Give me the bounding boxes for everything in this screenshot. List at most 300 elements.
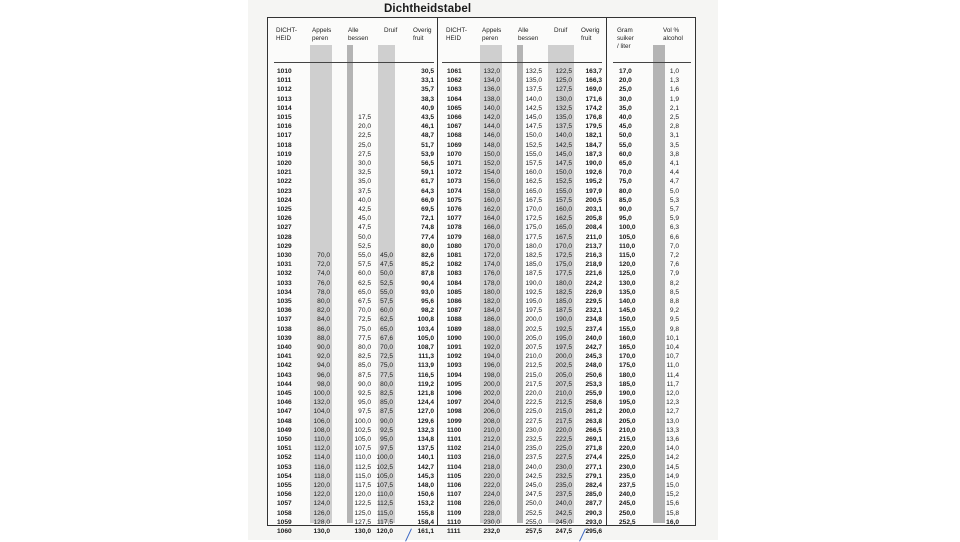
- table-row: [438, 297, 606, 306]
- table-cell: 1030: [277, 252, 292, 259]
- table-row: [438, 269, 606, 278]
- table-cell: 212,5: [525, 362, 542, 370]
- table-cell: 192,0: [483, 344, 500, 351]
- table-cell: 175,0: [555, 261, 572, 269]
- table-cell: 70,0: [358, 307, 371, 315]
- table-cell: 293,0: [585, 518, 602, 526]
- table-cell: 72,0: [317, 261, 330, 269]
- table-cell: 170,0: [483, 242, 500, 250]
- table-cell: 103,4: [417, 325, 434, 333]
- table-cell: 1011: [277, 77, 292, 85]
- table-cell: 153,2: [417, 500, 434, 508]
- table-cell: 1104: [447, 463, 462, 471]
- table-cell: 61,7: [421, 178, 434, 186]
- table-row: [607, 76, 695, 85]
- table-row: [438, 361, 606, 370]
- table-cell: 25,0: [358, 141, 371, 149]
- table-cell: 1029: [277, 242, 292, 250]
- table-cell: 269,1: [585, 436, 602, 443]
- sugar-alcohol-table: [606, 17, 696, 526]
- table-cell: 1058: [277, 509, 292, 517]
- table-cell: 1026: [277, 215, 292, 223]
- table-row: [438, 315, 606, 324]
- table-row: [268, 85, 437, 94]
- table-cell: 30,0: [619, 95, 632, 103]
- table-cell: 1100: [447, 426, 462, 434]
- table-cell: 75,0: [619, 178, 632, 186]
- table-cell: 235,0: [555, 482, 572, 489]
- table-row: [607, 168, 695, 177]
- table-cell: 172,0: [483, 252, 500, 259]
- table-cell: 162,0: [483, 206, 500, 213]
- table-cell: 1035: [277, 298, 292, 305]
- table-cell: 161,1: [417, 528, 434, 535]
- table-row: [268, 499, 437, 508]
- table-cell: 135,0: [619, 288, 636, 296]
- table-cell: 1096: [447, 390, 462, 397]
- table-row: [268, 131, 437, 140]
- table-row: [268, 380, 437, 389]
- table-cell: 72,5: [358, 316, 371, 324]
- table-cell: 74,8: [421, 224, 434, 232]
- table-row: [438, 334, 606, 343]
- table-cell: 1047: [277, 408, 292, 416]
- table-cell: 116,5: [417, 371, 434, 379]
- table-cell: 182,0: [483, 298, 500, 305]
- table-cell: 160,0: [619, 334, 636, 342]
- table-cell: 108,7: [417, 344, 434, 351]
- table-cell: 177,5: [555, 270, 572, 278]
- table-cell: 187,3: [585, 150, 602, 158]
- table-cell: 1110: [447, 518, 461, 526]
- table-row: [438, 279, 606, 288]
- table-cell: 213,7: [585, 242, 602, 250]
- table-cell: 40,0: [619, 114, 632, 121]
- table-cell: 112,5: [376, 500, 393, 508]
- table-cell: 171,6: [585, 95, 602, 103]
- table-cell: 55,0: [358, 252, 371, 259]
- table-cell: 1051: [277, 445, 292, 453]
- table-cell: 115,0: [354, 472, 371, 480]
- table-cell: 232,5: [525, 436, 542, 443]
- table-cell: 130,0: [555, 95, 572, 103]
- table-cell: 263,8: [585, 417, 602, 425]
- table-cell: 210,0: [619, 426, 636, 434]
- table-cell: 240,0: [525, 463, 542, 471]
- table-cell: 11,4: [666, 371, 679, 379]
- table-cell: 150,0: [555, 169, 572, 177]
- table-cell: 235,0: [525, 445, 542, 453]
- table-cell: 52,5: [358, 242, 371, 250]
- table-cell: 216,0: [483, 454, 500, 462]
- table-row: [438, 67, 606, 76]
- table-cell: 1094: [447, 371, 462, 379]
- table-cell: 88,0: [317, 334, 330, 342]
- table-cell: 135,0: [525, 77, 542, 85]
- table-cell: 1074: [447, 187, 462, 195]
- table-row: [268, 444, 437, 453]
- table-cell: 1103: [447, 454, 462, 462]
- table-cell: 7,2: [669, 252, 679, 259]
- table-cell: 137,5: [417, 445, 434, 453]
- table-cell: 152,5: [525, 141, 542, 149]
- table-cell: 1038: [277, 325, 292, 333]
- column-header: Druif: [554, 27, 568, 34]
- table-row: [607, 334, 695, 343]
- table-cell: 12,7: [666, 408, 679, 416]
- table-row: [268, 168, 437, 177]
- table-cell: 127,5: [354, 518, 371, 526]
- table-cell: 1019: [277, 150, 292, 158]
- table-cell: 134,0: [483, 77, 500, 85]
- table-cell: 87,8: [421, 270, 434, 278]
- table-cell: 287,7: [585, 500, 602, 508]
- table-cell: 1086: [447, 298, 462, 305]
- table-cell: 43,5: [421, 114, 434, 121]
- table-cell: 1073: [447, 178, 462, 186]
- table-cell: 155,8: [417, 509, 434, 517]
- table-row: [607, 444, 695, 453]
- table-cell: 215,0: [619, 436, 636, 443]
- table-cell: 1099: [447, 417, 462, 425]
- table-cell: 80,0: [421, 242, 434, 250]
- table-cell: 132,5: [525, 68, 542, 75]
- table-cell: 210,0: [483, 426, 500, 434]
- table-cell: 195,0: [619, 399, 636, 407]
- table-row: [268, 141, 437, 150]
- table-cell: 237,5: [619, 482, 636, 489]
- table-cell: 14,2: [666, 454, 679, 462]
- table-cell: 175,0: [525, 224, 542, 232]
- table-row: [268, 187, 437, 196]
- table-cell: 1042: [277, 362, 292, 370]
- table-row: [438, 159, 606, 168]
- table-cell: 142,5: [525, 104, 542, 112]
- table-cell: 176,8: [585, 114, 602, 121]
- table-cell: 13,3: [666, 426, 679, 434]
- table-cell: 10,7: [666, 353, 679, 361]
- table-cell: 1090: [447, 334, 462, 342]
- table-cell: 135,0: [555, 114, 572, 121]
- table-cell: 35,7: [421, 86, 434, 94]
- table-cell: 155,0: [619, 325, 636, 333]
- table-cell: 242,5: [555, 509, 572, 517]
- table-cell: 15,2: [666, 491, 679, 499]
- table-cell: 245,0: [525, 482, 542, 489]
- table-row: [268, 233, 437, 242]
- table-cell: 38,3: [421, 95, 434, 103]
- table-cell: 227,5: [525, 417, 542, 425]
- table-cell: 230,0: [619, 463, 636, 471]
- table-cell: 80,0: [358, 344, 371, 351]
- table-cell: 10,1: [666, 334, 679, 342]
- table-cell: 252,5: [619, 518, 636, 526]
- table-cell: 57,5: [358, 261, 371, 269]
- table-row: [438, 251, 606, 260]
- table-cell: 200,0: [525, 316, 542, 324]
- table-cell: 185,0: [619, 380, 636, 388]
- table-row: [607, 325, 695, 334]
- table-cell: 112,5: [354, 463, 371, 471]
- table-cell: 128,0: [313, 518, 330, 526]
- table-cell: 250,0: [525, 500, 542, 508]
- table-row: [268, 472, 437, 481]
- table-cell: 1048: [277, 417, 292, 425]
- table-cell: 32,5: [358, 169, 371, 177]
- table-cell: 45,0: [619, 123, 632, 131]
- table-cell: 142,7: [417, 463, 434, 471]
- table-row: [607, 131, 695, 140]
- table-cell: 250,6: [585, 371, 602, 379]
- table-cell: 164,0: [483, 215, 500, 223]
- table-cell: 11,7: [666, 380, 679, 388]
- table-cell: 6,6: [669, 233, 679, 241]
- table-cell: 1081: [447, 252, 462, 259]
- table-cell: 229,5: [585, 298, 602, 305]
- table-cell: 1101: [447, 436, 462, 443]
- table-cell: 142,0: [483, 114, 500, 121]
- table-cell: 208,0: [483, 417, 500, 425]
- table-cell: 146,0: [483, 132, 500, 140]
- table-cell: 155,0: [555, 187, 572, 195]
- table-cell: 69,5: [421, 206, 434, 213]
- table-cell: 35,0: [358, 178, 371, 186]
- table-cell: 154,0: [483, 169, 500, 177]
- table-cell: 152,0: [483, 160, 500, 167]
- table-cell: 90,0: [358, 380, 371, 388]
- table-cell: 168,0: [483, 233, 500, 241]
- table-cell: 59,1: [421, 169, 434, 177]
- table-cell: 97,5: [358, 408, 371, 416]
- table-row: [607, 141, 695, 150]
- table-cell: 1033: [277, 279, 292, 287]
- table-row: [268, 325, 437, 334]
- table-cell: 52,5: [380, 279, 393, 287]
- table-cell: 7,6: [669, 261, 679, 269]
- table-cell: 218,9: [585, 261, 602, 269]
- table-cell: 1071: [447, 160, 462, 167]
- column-header: Vol % alcohol: [663, 27, 683, 42]
- table-cell: 1085: [447, 288, 462, 296]
- table-row: [268, 481, 437, 490]
- table-cell: 1095: [447, 380, 462, 388]
- table-row: [607, 463, 695, 472]
- table-cell: 1108: [447, 500, 462, 508]
- table-cell: 162,5: [525, 178, 542, 186]
- column-header: Overig fruit: [581, 27, 600, 42]
- table-cell: 17,5: [358, 114, 371, 121]
- table-cell: 119,2: [417, 380, 434, 388]
- table-cell: 85,0: [380, 399, 393, 407]
- table-cell: 162,5: [555, 215, 572, 223]
- table-cell: 56,5: [421, 160, 434, 167]
- table-cell: 94,0: [317, 362, 330, 370]
- table-cell: 140,0: [483, 104, 500, 112]
- table-cell: 185,0: [555, 298, 572, 305]
- table-cell: 87,5: [358, 371, 371, 379]
- table-cell: 1087: [447, 307, 462, 315]
- table-cell: 13,6: [666, 436, 679, 443]
- table-cell: 136,0: [483, 86, 500, 94]
- table-cell: 117,5: [354, 482, 371, 489]
- table-row: [268, 334, 437, 343]
- table-row: [268, 417, 437, 426]
- table-cell: 147,5: [555, 160, 572, 167]
- table-cell: 202,5: [555, 362, 572, 370]
- table-cell: 1032: [277, 270, 292, 278]
- table-cell: 120,0: [376, 528, 393, 535]
- table-cell: 1078: [447, 224, 462, 232]
- table-cell: 158,4: [417, 518, 434, 526]
- table-cell: 74,0: [317, 270, 330, 278]
- table-cell: 202,0: [483, 390, 500, 397]
- table-row: [268, 177, 437, 186]
- table-row: [438, 177, 606, 186]
- table-cell: 222,5: [555, 436, 572, 443]
- table-row: [438, 85, 606, 94]
- table-row: [607, 159, 695, 168]
- table-row: [438, 113, 606, 122]
- table-cell: 208,4: [585, 224, 602, 232]
- table-row: [607, 223, 695, 232]
- table-row: [607, 472, 695, 481]
- table-cell: 255,9: [585, 390, 602, 397]
- table-cell: 230,0: [555, 463, 572, 471]
- table-cell: 15,0: [666, 482, 679, 489]
- table-cell: 1031: [277, 261, 292, 269]
- table-row: [607, 435, 695, 444]
- table-cell: 1054: [277, 472, 292, 480]
- table-cell: 1093: [447, 362, 462, 370]
- table-cell: 1059: [277, 518, 292, 526]
- table-cell: 102,5: [354, 426, 371, 434]
- table-row: [438, 187, 606, 196]
- table-row: [438, 242, 606, 251]
- table-cell: 190,0: [555, 316, 572, 324]
- table-cell: 230,0: [525, 426, 542, 434]
- table-row: [268, 95, 437, 104]
- table-cell: 177,5: [525, 233, 542, 241]
- table-row: [607, 490, 695, 499]
- table-cell: 222,5: [525, 399, 542, 407]
- table-cell: 14,0: [666, 445, 679, 453]
- table-cell: 1010: [277, 68, 292, 75]
- table-cell: 196,0: [483, 362, 500, 370]
- table-cell: 4,7: [669, 178, 679, 186]
- header-divider: [274, 62, 434, 63]
- table-cell: 214,0: [483, 445, 500, 453]
- table-row: [438, 380, 606, 389]
- table-cell: 242,5: [525, 472, 542, 480]
- table-cell: 1067: [447, 123, 462, 131]
- table-cell: 169,0: [585, 86, 602, 94]
- table-cell: 211,0: [585, 233, 602, 241]
- table-cell: 144,0: [483, 123, 500, 131]
- table-row: [438, 371, 606, 380]
- table-cell: 117,5: [376, 518, 393, 526]
- table-cell: 47,5: [380, 261, 393, 269]
- table-cell: 82,6: [421, 252, 434, 259]
- table-cell: 200,0: [619, 408, 636, 416]
- table-cell: 232,1: [585, 307, 602, 315]
- table-cell: 232,5: [555, 472, 572, 480]
- table-cell: 2,1: [669, 104, 679, 112]
- table-cell: 188,0: [483, 325, 500, 333]
- table-cell: 1,3: [669, 77, 679, 85]
- table-cell: 86,0: [317, 325, 330, 333]
- table-row: [268, 306, 437, 315]
- table-cell: 114,0: [313, 454, 330, 462]
- table-row: [268, 518, 437, 527]
- table-cell: 20,0: [358, 123, 371, 131]
- table-cell: 157,5: [525, 160, 542, 167]
- table-cell: 248,0: [585, 362, 602, 370]
- table-cell: 16,0: [666, 518, 679, 526]
- table-row: [607, 343, 695, 352]
- table-cell: 167,5: [525, 196, 542, 204]
- table-cell: 84,0: [317, 316, 330, 324]
- table-cell: 120,0: [354, 491, 371, 499]
- table-cell: 1,6: [669, 86, 679, 94]
- table-cell: 252,5: [525, 509, 542, 517]
- table-cell: 1053: [277, 463, 292, 471]
- table-cell: 242,7: [585, 344, 602, 351]
- table-cell: 182,5: [525, 252, 542, 259]
- table-cell: 285,0: [585, 491, 602, 499]
- table-row: [607, 288, 695, 297]
- table-cell: 207,5: [555, 380, 572, 388]
- table-cell: 140,1: [417, 454, 434, 462]
- column-header: Appels peren: [312, 27, 332, 42]
- table-cell: 1098: [447, 408, 462, 416]
- table-cell: 1061: [447, 68, 462, 75]
- table-cell: 1097: [447, 399, 462, 407]
- table-cell: 120,0: [313, 482, 330, 489]
- table-cell: 100,0: [354, 417, 371, 425]
- table-cell: 90,0: [317, 344, 330, 351]
- table-row: [268, 196, 437, 205]
- table-cell: 95,0: [380, 436, 393, 443]
- table-row: [268, 150, 437, 159]
- table-cell: 1109: [447, 509, 462, 517]
- table-cell: 190,0: [525, 279, 542, 287]
- table-cell: 17,0: [619, 68, 632, 75]
- table-cell: 255,0: [525, 518, 542, 526]
- table-row: [438, 481, 606, 490]
- table-cell: 1065: [447, 104, 462, 112]
- table-cell: 200,5: [585, 196, 602, 204]
- table-cell: 140,0: [619, 298, 636, 305]
- table-row: [607, 389, 695, 398]
- table-cell: 3,5: [669, 141, 679, 149]
- table-cell: 60,0: [380, 307, 393, 315]
- table-cell: 4,4: [669, 169, 679, 177]
- table-cell: 95,0: [619, 215, 632, 223]
- table-cell: 180,0: [555, 279, 572, 287]
- table-cell: 90,0: [619, 206, 632, 213]
- table-row: [438, 352, 606, 361]
- table-cell: 100,0: [619, 224, 636, 232]
- table-cell: 1023: [277, 187, 292, 195]
- table-cell: 53,9: [421, 150, 434, 158]
- table-cell: 46,1: [421, 123, 434, 131]
- table-cell: 62,5: [358, 279, 371, 287]
- table-cell: 100,0: [313, 390, 330, 397]
- table-cell: 82,5: [358, 353, 371, 361]
- table-cell: 150,0: [483, 150, 500, 158]
- table-row: [268, 352, 437, 361]
- table-cell: 47,5: [358, 224, 371, 232]
